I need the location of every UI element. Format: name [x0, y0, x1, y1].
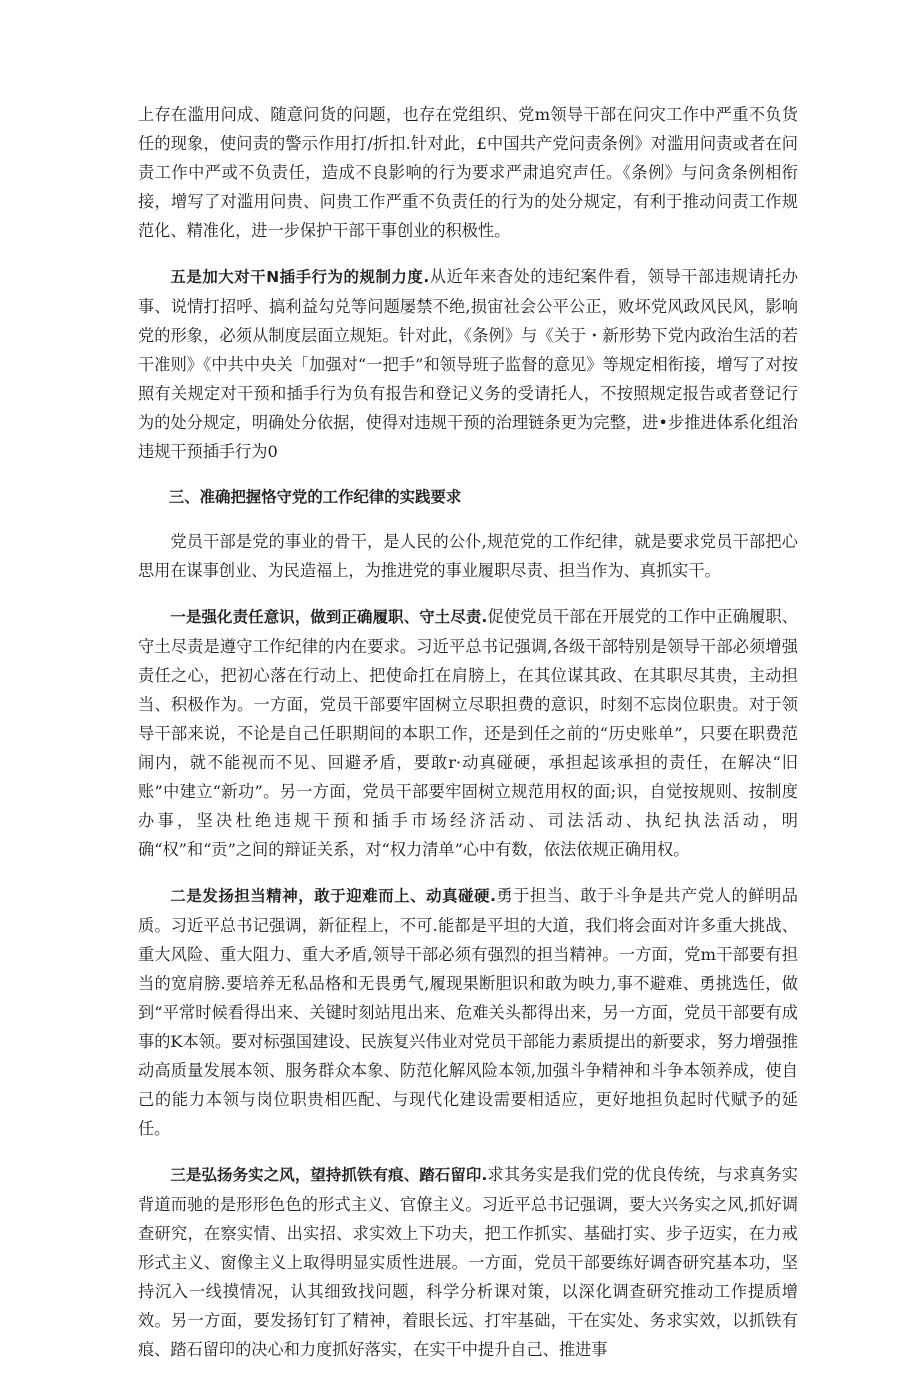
- paragraph-text: 勇于担当、敢于斗争是共产党人的鲜明品质。习近平总书记强调，新征程上，不可.能都是平坦的大道，我们将会面对许多重大挑战、重大风险、重大阻力、重大矛盾,领导干部必须有强烈的担当精神。一方面，党m干部要有担当的宽肩膀.要培养无私品格和无畏勇气,履现果断胆识和敢为映力,事不避难、勇挑选任，做到“平常时候看得出来、关键时刻站甩出来、危难关头都得出来，另一方面，党员干部要有成事的K本领。要对标强国建设、民族复兴伟业对党员干部能力素质提出的新要求，努力增强推动高质量发展本领、服务群众本象、防范化解风险本领,加强斗争精神和斗争本领养成，使自己的能力本领与岗位职贵相匹配、与现代化建设需要相适应，更好地担负起时代赋予的延任。: [138, 886, 798, 1138]
- paragraph-lead: 三是弘扬务实之风，望持抓铁有痕、踏石留印.: [170, 1166, 488, 1184]
- paragraph-text: 党员干部是党的事业的骨干，是人民的公仆,规范党的工作纪律，就是要求党员干部把心思用在谋事创业、为民造福上，为推进党的事业履职尽责、担当作为、真抓实干。: [138, 532, 798, 580]
- paragraph-requirement-1: [138, 602, 798, 864]
- section-heading: 三、准确把握恪守党的工作纪律的实践要求: [168, 488, 462, 506]
- paragraph-point-5: [138, 262, 798, 466]
- paragraph-text: 促使党员干部在开展党的工作中正确履职、守土尽责是遵守工作纪律的内在要求。习近平总书记强调,各级干部特别是领导干部必须增强责任之心，把初心落在行动上、把使命扛在肩膀上，在其位谋其政、在其职尽其贵，主动担当、积极作为。一方面，党员干部要牢固树立尽职担费的意识，时刻不忘岗位职贵。对于领导干部来说，不论是自己任职期间的本职工作，还是到任之前的“历史账单”，只要在职费范闹内，就不能视而不见、回避矛盾，要敢r·动真碰硬，承担起该承担的责任，在解决“旧账”中建立“新功”。另一方面，党员干部要牢固树立规范用权的面;识，自觉按规则、按制度办事，坚决杜绝违规干预和插手市场经济活动、司法活动、执纪执法活动，明确“权”和“贡”之间的辩证关系，对“权力清单”心中有数，依法依规正确用权。: [138, 607, 798, 859]
- paragraph-text: 求其务实是我们党的优良传统，与求真务实背道而驰的是形形色色的形式主义、官僚主义。习近平总书记强调，要大兴务实之风,抓好调查研究，在察实情、出实招、求实效上下功夫，把工作抓实、基础打实、步子迈实，在力戒形式主义、窗像主义上取得明显实质性进展。一方面，党员干部要练好调杳研究基本功，坚持沉入一线摸情况，认其细致找问题，科学分析课对策，以深化调查研究推动工作提质增效。另一方面，要发扬钉钉了精神，着眼长远、打牢基础，干在实处、务求实效，以抓铁有痕、踏石留印的决心和力度抓好落实，在实干中提升自己、推进事: [138, 1165, 798, 1359]
- paragraph-lead: 五是加大对干N插手行为的规制力度.: [170, 268, 430, 286]
- document-page: [138, 100, 798, 1381]
- paragraph-intro: [138, 527, 798, 585]
- paragraph-text: 从近年来杳处的违纪案件看，领导干部违规请托办事、说情打招呼、搞利益勾兑等问题屡禁不绝,损宙社会公平公正，败坏党风政风民风，影响党的形象，必须从制度层面立规矩。针对此，《条例》与《关于・新形势下党内政治生活的若干准则》《中共中央关「加强对“一把手”和领导班子监督的意见》等规定相衔接，增写了对按照有关规定对干预和插手行为负有报告和登记义务的受请托人，不按照规定报告或者登记行为的处分规定，明确处分依据，使得对违规干预的治理链条更为完整，进•步推进体系化组治违规干预插手行为0: [138, 267, 799, 461]
- paragraph-lead: 一是强化责任意识，做到正确履职、守土尽责.: [170, 608, 488, 626]
- paragraph-continuation: [138, 100, 798, 245]
- paragraph-text: 上存在滥用问成、随意问货的问题，也存在党组织、党m领导干部在问灾工作中严重不负货任的现象，使问责的警示作用打/折扣.针对此，£中国共产党问责条例》对滥用问责或者在问责工作中严或不负责任，造成不良影响的行为要求严肃追究声任。《条例》与问贪条例相衔接，增写了对滥用问贵、问贵工作严重不负责任的行为的处分规定，有利于推动问责工作规范化、精准化，进一步保护干部干事创业的积极性。: [138, 105, 798, 240]
- paragraph-requirement-3: [138, 1160, 798, 1364]
- paragraph-lead: 二是发扬担当精神，敢于迎难而上、动真碰硬.: [170, 887, 496, 905]
- paragraph-requirement-2: [138, 881, 798, 1143]
